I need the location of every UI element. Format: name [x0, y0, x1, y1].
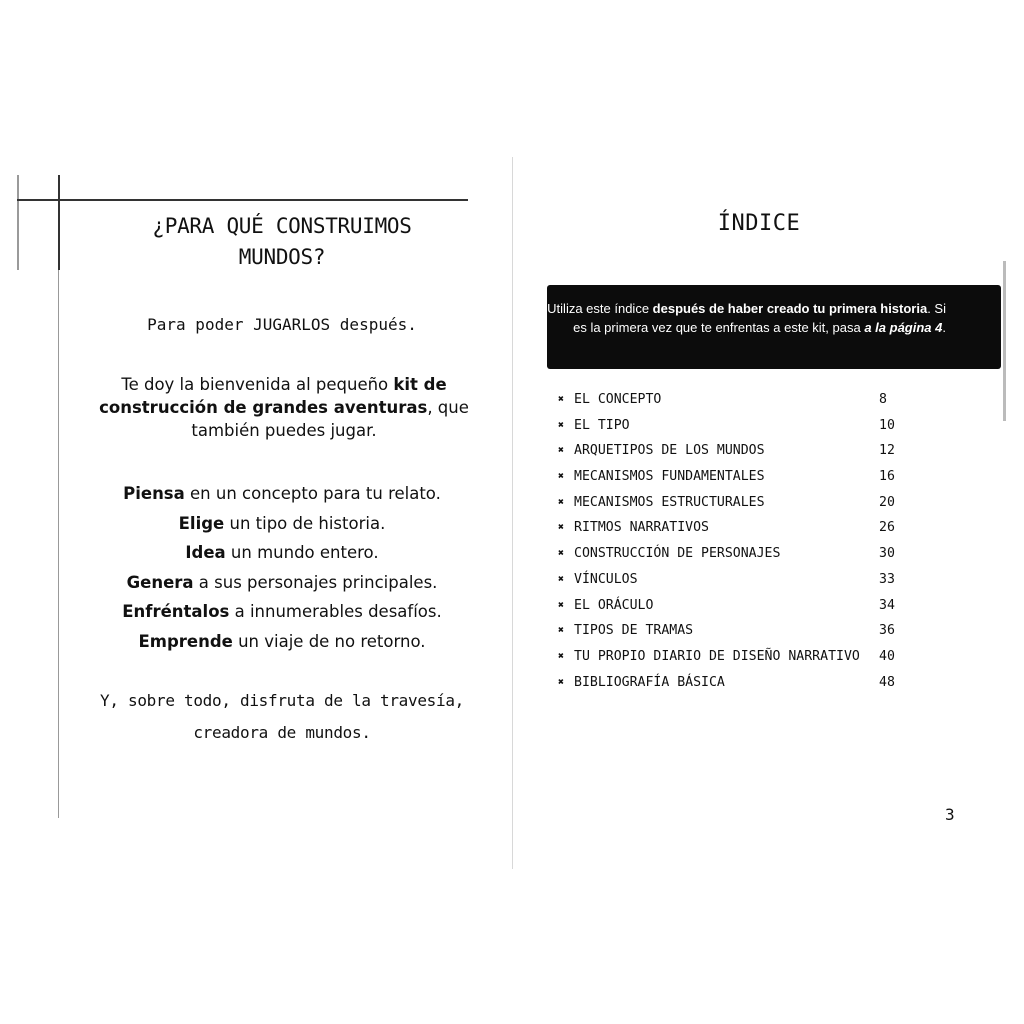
toc-item[interactable]: [560, 593, 920, 619]
action-verb: Genera: [126, 572, 194, 592]
toc-item-page: 33: [879, 571, 895, 587]
left-page-subtitle: Para poder JUGARLOS después.: [147, 315, 417, 334]
x-mark-icon: ✖: [558, 676, 565, 688]
notice-bold-1: después de haber creado tu primera historia: [652, 301, 928, 316]
decorative-vertical-rule: [58, 175, 60, 270]
x-mark-icon: ✖: [558, 496, 565, 508]
x-mark-icon: ✖: [558, 548, 565, 560]
welcome-bold: kit de construcción de grandes aventuras: [99, 375, 447, 417]
toc-item[interactable]: [560, 567, 920, 593]
closing-line-1: Y, sobre todo, disfruta de la travesía,: [100, 691, 464, 710]
toc-item-page: 16: [879, 469, 895, 485]
title-line-1: ¿PARA QUÉ CONSTRUIMOS: [152, 214, 412, 238]
left-edge-line: [17, 175, 19, 270]
toc-item-page: 12: [879, 443, 895, 459]
toc-item-title: RITMOS NARRATIVOS: [574, 520, 709, 536]
toc-item-page: 26: [879, 520, 895, 536]
page-number: 3: [945, 805, 955, 824]
left-page: [17, 157, 513, 869]
table-of-contents: [560, 387, 920, 695]
action-line: [77, 509, 487, 539]
notice-part-1: Utiliza este índice: [547, 301, 653, 316]
toc-item[interactable]: [560, 464, 920, 490]
toc-item-page: 34: [879, 597, 895, 613]
toc-item[interactable]: [560, 490, 920, 516]
x-mark-icon: ✖: [558, 419, 565, 431]
action-rest: un tipo de historia.: [224, 513, 386, 533]
x-mark-icon: ✖: [558, 599, 565, 611]
toc-item[interactable]: [560, 413, 920, 439]
action-rest: un mundo entero.: [225, 543, 379, 562]
action-rest: a innumerables desafíos.: [229, 602, 442, 621]
notice-text: [546, 299, 946, 337]
closing-line-2: creadora de mundos.: [193, 723, 371, 742]
x-mark-icon: ✖: [558, 573, 565, 585]
toc-item[interactable]: [560, 618, 920, 644]
action-line: [77, 597, 487, 627]
right-page: [512, 157, 1006, 869]
welcome-pre: Te doy la bienvenida al pequeño: [121, 375, 394, 394]
welcome-paragraph: [89, 373, 479, 442]
notice-bold-2: a la página 4: [864, 320, 943, 335]
toc-item-title: ARQUETIPOS DE LOS MUNDOS: [574, 443, 765, 459]
action-line: [77, 568, 487, 598]
decorative-horizontal-rule: [17, 199, 468, 201]
welcome-post: , que también puedes jugar.: [191, 398, 469, 440]
action-rest: a sus personajes principales.: [193, 572, 438, 592]
x-mark-icon: ✖: [558, 650, 565, 662]
toc-item-title: CONSTRUCCIÓN DE PERSONAJES: [574, 546, 781, 562]
toc-item[interactable]: [560, 670, 920, 696]
actions-list: [77, 479, 487, 656]
toc-item[interactable]: [560, 644, 920, 670]
toc-item-title: EL ORÁCULO: [574, 597, 654, 613]
notice-part-2: . Si es la primera vez que te enfrentas a este kit, pasa: [573, 301, 946, 335]
action-verb: Elige: [178, 513, 225, 533]
toc-item[interactable]: [560, 515, 920, 541]
toc-item-title: VÍNCULOS: [574, 571, 638, 587]
margin-line: [58, 270, 59, 818]
toc-item-page: 20: [879, 494, 895, 510]
action-verb: Emprende: [138, 631, 233, 651]
action-verb: Enfréntalos: [122, 602, 230, 621]
action-verb: Idea: [185, 543, 226, 562]
action-line: [77, 627, 487, 657]
toc-item-title: BIBLIOGRAFÍA BÁSICA: [574, 674, 725, 690]
action-rest: un viaje de no retorno.: [232, 631, 426, 651]
x-mark-icon: ✖: [558, 471, 565, 483]
toc-item-title: TU PROPIO DIARIO DE DISEÑO NARRATIVO: [574, 648, 860, 664]
toc-item-page: 30: [879, 546, 895, 562]
left-page-title: [77, 211, 487, 273]
toc-item-page: 8: [879, 392, 887, 407]
x-mark-icon: ✖: [558, 445, 565, 457]
action-line: [77, 479, 487, 509]
toc-item-title: TIPOS DE TRAMAS: [574, 623, 694, 639]
toc-item-page: 10: [879, 417, 895, 433]
page-edge-shadow: [1003, 261, 1006, 421]
index-title: ÍNDICE: [717, 211, 801, 236]
closing-text: [67, 685, 497, 749]
toc-item-title: EL CONCEPTO: [574, 392, 662, 407]
toc-item-page: 36: [879, 623, 895, 639]
x-mark-icon: ✖: [558, 625, 565, 637]
x-mark-icon: ✖: [558, 522, 565, 534]
x-mark-icon: ✖: [558, 394, 565, 405]
toc-item-title: EL TIPO: [574, 417, 630, 433]
toc-item-title: MECANISMOS ESTRUCTURALES: [574, 494, 765, 510]
book-spread: [17, 157, 1006, 869]
action-line: [77, 538, 487, 568]
notice-part-3: .: [942, 320, 946, 335]
toc-item[interactable]: [560, 541, 920, 567]
toc-item[interactable]: [560, 438, 920, 464]
title-line-2: MUNDOS?: [238, 245, 326, 269]
notice-banner: [547, 287, 1001, 367]
action-rest: en un concepto para tu relato.: [184, 484, 441, 503]
toc-item-page: 48: [879, 674, 895, 690]
action-verb: Piensa: [123, 484, 185, 503]
toc-item-title: MECANISMOS FUNDAMENTALES: [574, 469, 765, 485]
toc-item-page: 40: [879, 648, 895, 664]
toc-item[interactable]: [560, 387, 920, 413]
